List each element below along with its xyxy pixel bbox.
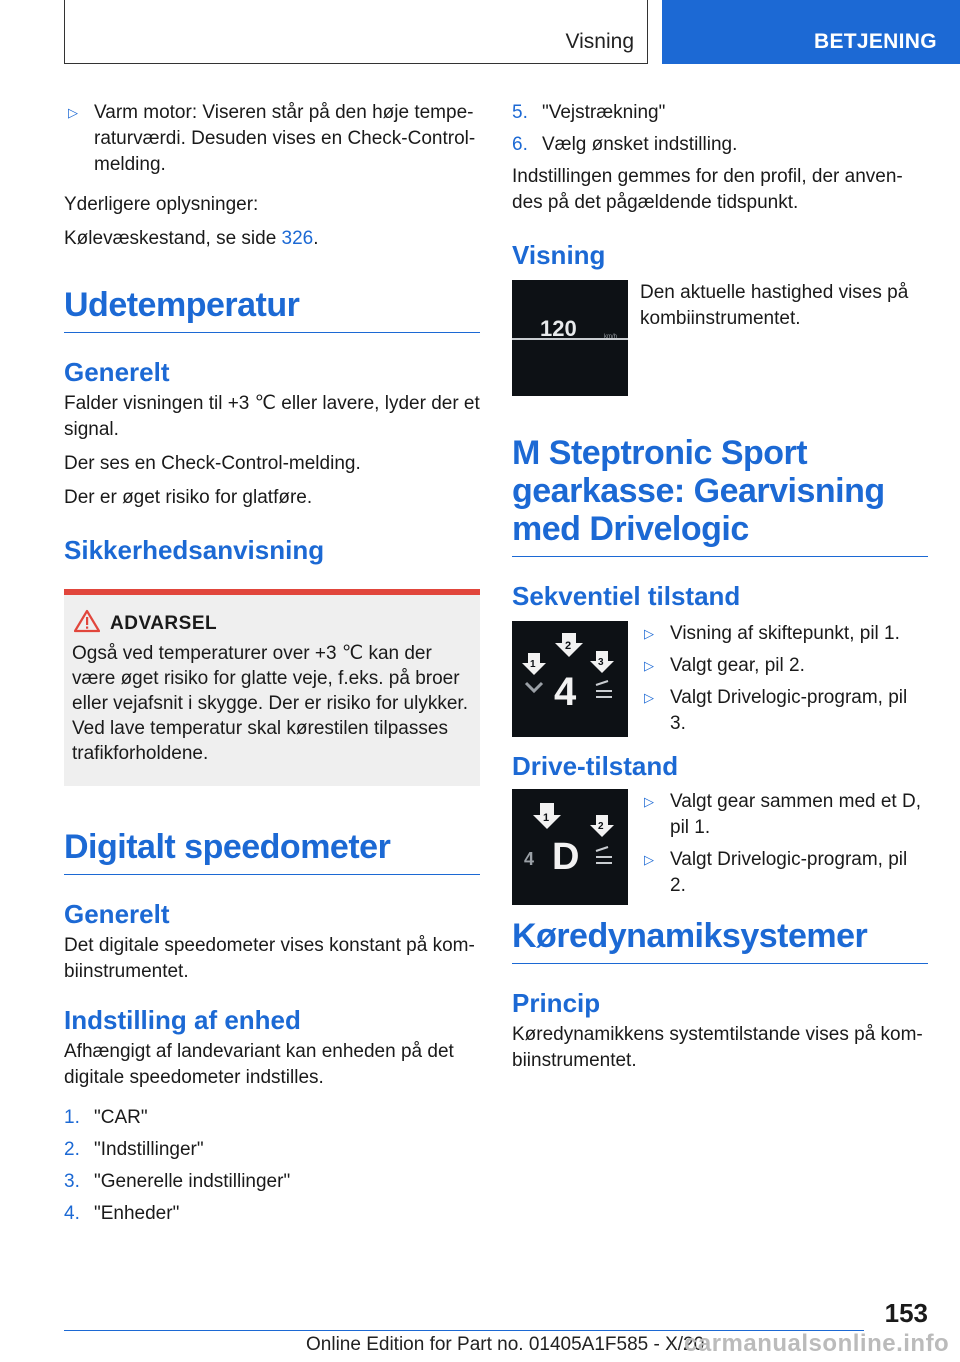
list-item: ▷ Visning af skiftepunkt, pil 1.: [640, 621, 928, 647]
paragraph: Der ses en Check-Control-melding.: [64, 453, 361, 474]
heading-outdoor-temperature: Udetemperatur: [64, 286, 480, 333]
warning-triangle-icon: [74, 609, 100, 639]
warning-box: [64, 589, 480, 786]
step-item: 5. "Vejstrækning": [512, 102, 666, 123]
step-item: 2. "Indstillinger": [64, 1139, 204, 1160]
step-item: 3. "Generelle indstillinger": [64, 1171, 291, 1192]
sequential-mode-image: [512, 621, 628, 737]
heading-principle: Princip: [512, 988, 601, 1018]
step-item: 1. "CAR": [64, 1107, 148, 1128]
drive-bullets: [640, 789, 928, 905]
heading-gear-display: M Steptronic Sport gearkasse: Gearvisning med Drivelogic: [512, 434, 928, 557]
watermark: carmanualsonline.info: [684, 1330, 950, 1357]
paragraph: Afhængigt af landevariant kan enheden på det digitale speedometer indstilles.: [64, 1041, 454, 1088]
heading-driving-dynamics: Køredynamiksystemer: [512, 917, 928, 964]
paragraph: Falder visningen til +3 ℃ eller lavere, lyder der et signal.: [64, 393, 480, 440]
previous-gear: 4: [524, 849, 535, 869]
edition-text: Online Edition for Part no. 01405A1F585 - X/20: [306, 1334, 705, 1355]
list-item: ▷ Valgt gear, pil 2.: [640, 653, 928, 679]
sequential-figure: [512, 621, 928, 743]
triangle-bullet-icon: ▷: [644, 794, 654, 809]
step-item: 6. Vælg ønsket indstilling.: [512, 134, 738, 155]
step-item: 4. "Enheder": [64, 1203, 180, 1224]
right-column: [512, 100, 928, 1082]
arrow-label-1: 1: [543, 812, 550, 824]
paragraph: Der er øget risiko for glatføre.: [64, 487, 313, 508]
speed-unit: km/h: [604, 334, 618, 340]
paragraph: Køredynamikkens systemtilstande vises på kom-biinstrumentet.: [512, 1024, 923, 1071]
list-item: ▷ Varm motor: Viseren står på den høje tempe-raturværdi. Desuden vises en Check-Control-melding.: [68, 102, 476, 175]
sequential-bullets: [640, 621, 928, 743]
warning-title: ADVARSEL: [110, 613, 472, 635]
heading-display: Visning: [512, 240, 606, 270]
list-item: ▷ Valgt Drivelogic-program, pil 3.: [644, 687, 908, 734]
arrow-label-2: 2: [598, 821, 604, 832]
coolant-reference: Kølevæskestand, se side 326.: [64, 228, 319, 249]
drive-mode-image: [512, 789, 628, 905]
paragraph: Indstillingen gemmes for den profil, der anven-des på det pågældende tidspunkt.: [512, 166, 903, 213]
heading-unit-setting: Indstilling af enhed: [64, 1005, 301, 1035]
triangle-bullet-icon: ▷: [644, 852, 654, 867]
triangle-bullet-icon: ▷: [644, 626, 654, 641]
heading-digital-speedometer: Digitalt speedometer: [64, 828, 480, 875]
drive-figure: [512, 789, 928, 905]
arrow-label-3: 3: [598, 657, 604, 668]
speed-value: 120: [540, 316, 577, 341]
display-figure: [512, 280, 928, 396]
list-item: ▷ Valgt Drivelogic-program, pil 2.: [644, 849, 908, 896]
gear-value: D: [552, 836, 580, 878]
heading-general: Generelt: [64, 899, 170, 929]
page-number: 153: [884, 1298, 928, 1328]
list-item: ▷ Valgt gear sammen med et D, pil 1.: [644, 791, 921, 838]
warning-text: Også ved temperaturer over +3 ℃ kan der være øget risiko for glatte veje, f.eks. på broer eller vejafsnit i skygge. Der er risiko for ulykker. Ved lave temperatur skal kørestilen tilpasses trafikforholdene.: [72, 643, 468, 764]
arrow-label-2: 2: [565, 640, 572, 652]
heading-safety: Sikkerhedsanvisning: [64, 535, 325, 565]
display-text: Den aktuelle hastighed vises på kombiinstrumentet.: [640, 282, 909, 329]
heading-general: Generelt: [64, 357, 170, 387]
info-label: Yderligere oplysninger:: [64, 194, 259, 215]
arrow-label-1: 1: [530, 659, 536, 670]
heading-drive-mode: Drive-tilstand: [512, 751, 679, 781]
section-title: Visning: [565, 30, 634, 53]
triangle-bullet-icon: ▷: [644, 658, 654, 673]
header-frame: [64, 0, 648, 64]
heading-sequential-mode: Sekventiel tilstand: [512, 581, 741, 611]
triangle-bullet-icon: ▷: [68, 105, 78, 120]
chapter-tab: BETJENING: [662, 0, 960, 64]
page-link[interactable]: 326: [281, 228, 314, 249]
paragraph: Det digitale speedometer vises konstant på kom-biinstrumentet.: [64, 935, 475, 982]
gear-value: 4: [554, 670, 577, 714]
speed-display-image: [512, 280, 628, 396]
left-column: [64, 100, 480, 1233]
triangle-bullet-icon: ▷: [644, 690, 654, 705]
